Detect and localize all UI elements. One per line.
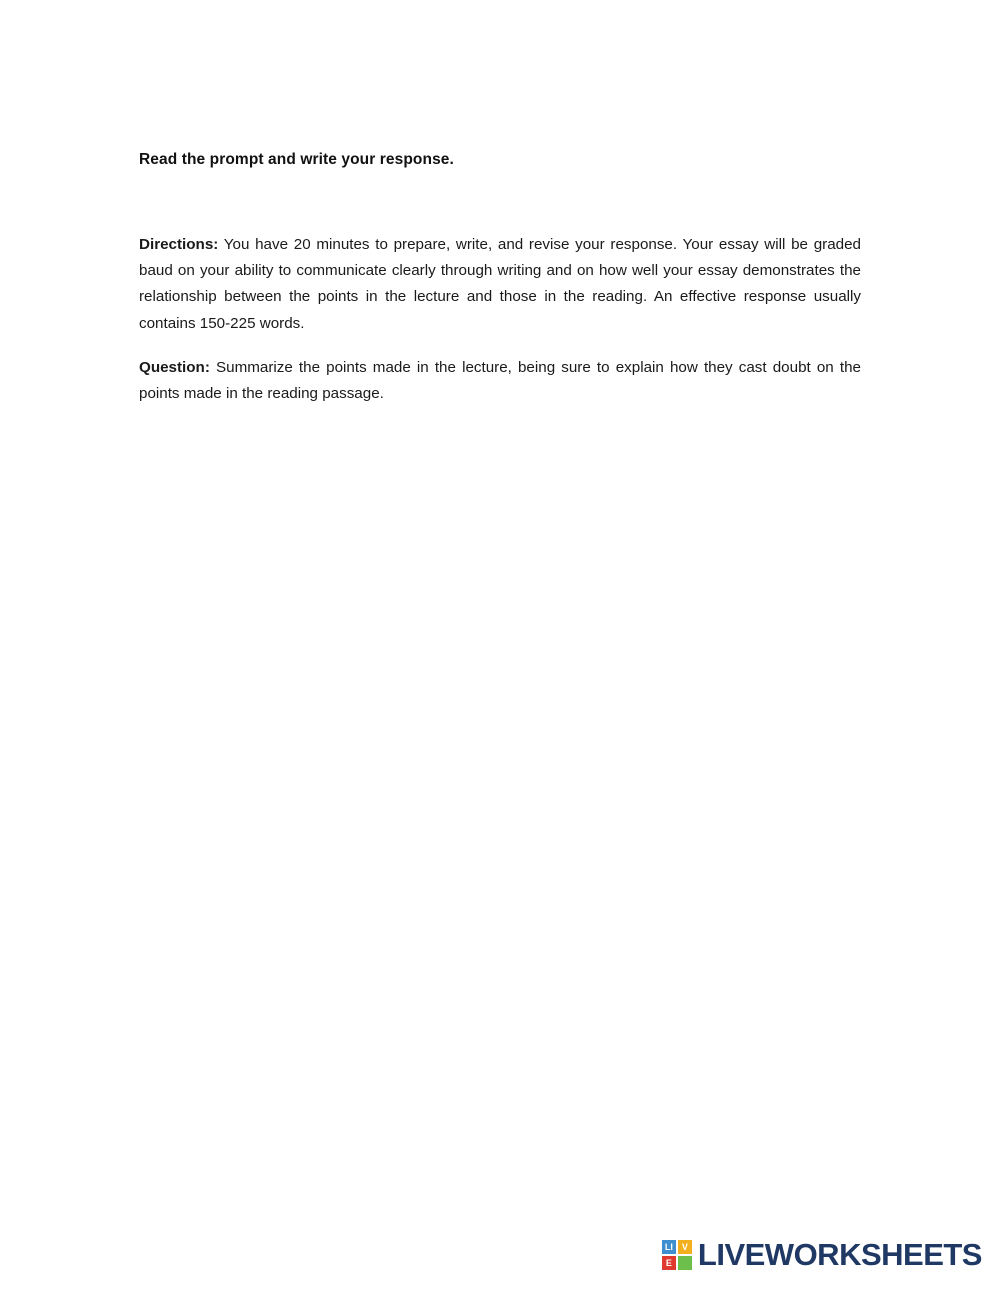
liveworksheets-logo-icon <box>662 1240 692 1270</box>
page-title: Read the prompt and write your response. <box>139 151 454 168</box>
logo-cell-li: LI <box>662 1240 676 1254</box>
liveworksheets-watermark <box>662 1237 982 1273</box>
worksheet-content <box>139 150 861 421</box>
question-paragraph <box>139 355 861 407</box>
logo-cell-blank <box>678 1256 692 1270</box>
logo-cell-v: V <box>678 1240 692 1254</box>
question-label: Question: <box>139 358 210 376</box>
liveworksheets-wordmark: LIVEWORKSHEETS <box>697 1237 982 1272</box>
question-text: Summarize the points made in the lecture, being sure to explain how they cast doubt on the points made in the reading passage. <box>139 358 861 402</box>
directions-paragraph <box>139 232 861 337</box>
logo-cell-e: E <box>662 1256 676 1270</box>
directions-text: You have 20 minutes to prepare, write, and revise your response. Your essay will be graded baud on your ability to communicate clearly through writing and on how well your essay demonstrates the relationship between the points in the lecture and those in the reading. An effective response usually contains 150-225 words. <box>139 236 861 332</box>
directions-label: Directions: <box>139 236 219 254</box>
